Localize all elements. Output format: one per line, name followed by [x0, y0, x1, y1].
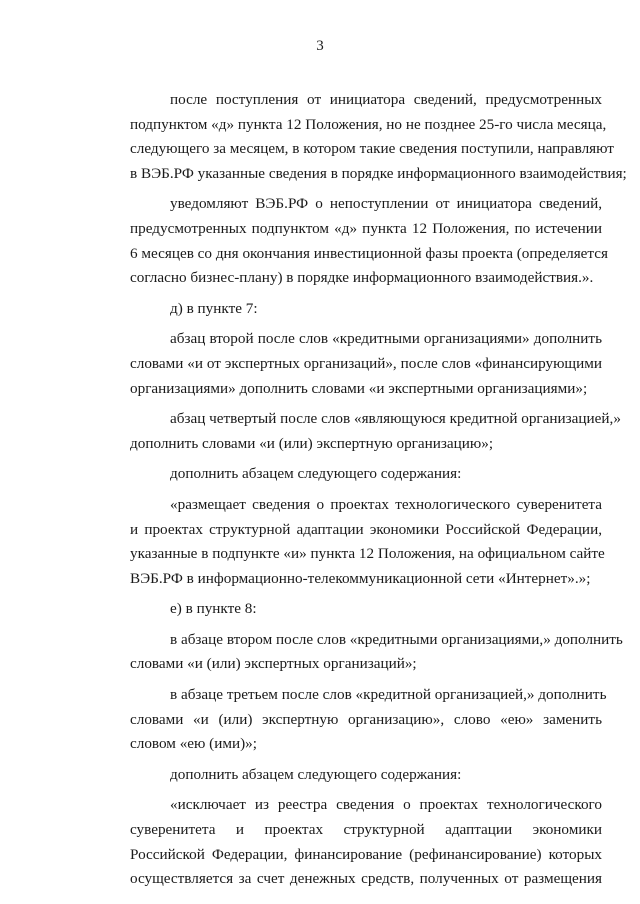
paragraph-p8 [90, 597, 602, 622]
text-line: в абзаце третьем после слов «кредитной организацией,» дополнить [170, 686, 607, 704]
text-line: 6 месяцев со дня окончания инвестиционной фазы проекта (определяется [130, 244, 608, 262]
text-line: организациями» дополнить словами «и экспертными организациями»; [130, 379, 588, 397]
paragraph-p7 [90, 493, 605, 591]
text-line: абзац второй после слов «кредитными организациями» дополнить [170, 330, 602, 348]
document-body [90, 88, 627, 892]
text-line: уведомляют ВЭБ.РФ о непоступлении от инициатора сведений, [170, 195, 602, 213]
text-line: в ВЭБ.РФ указанные сведения в порядке информационного взаимодействия; [130, 164, 627, 182]
text-line: «исключает из реестра сведения о проектах технологического [170, 796, 602, 814]
text-line: подпунктом «д» пункта 12 Положения, но не позднее 25-го числа месяца, [130, 115, 607, 133]
paragraph-p10 [90, 683, 607, 757]
text-line: дополнить абзацем следующего содержания: [170, 465, 462, 483]
text-line: осуществляется за счет денежных средств, полученных от размещения [130, 870, 602, 888]
paragraph-p9 [90, 628, 623, 677]
paragraph-p3 [90, 297, 602, 322]
paragraph-p1 [90, 88, 627, 186]
text-line: дополнить абзацем следующего содержания: [170, 765, 462, 783]
text-line: ВЭБ.РФ в информационно-телекоммуникационной сети «Интернет».»; [130, 569, 591, 587]
text-line: е) в пункте 8: [170, 600, 257, 618]
text-line: в абзаце втором после слов «кредитными организациями,» дополнить [170, 630, 623, 648]
paragraph-p12 [90, 793, 602, 891]
text-line: «размещает сведения о проектах технологического суверенитета [170, 495, 602, 513]
text-line: следующего за месяцем, в котором такие сведения поступили, направляют [130, 140, 614, 158]
text-line: д) в пункте 7: [170, 299, 258, 317]
paragraph-p2 [90, 192, 608, 290]
text-line: после поступления от инициатора сведений, предусмотренных [170, 91, 602, 108]
page-number: 3 [316, 38, 324, 54]
paragraph-p4 [90, 327, 602, 401]
text-line: и проектах структурной адаптации экономики Российской Федерации, [130, 520, 602, 538]
paragraph-p11 [90, 763, 602, 788]
text-line: Российской Федерации, финансирование (рефинансирование) которых [130, 845, 602, 863]
text-line: дополнить словами «и (или) экспертную организацию»; [130, 434, 494, 452]
text-line: словами «и (или) экспертных организаций»; [130, 655, 417, 673]
text-line: абзац четвертый после слов «являющуюся кредитной организацией,» [170, 410, 621, 428]
text-line: суверенитета и проектах структурной адаптации экономики [130, 821, 602, 839]
text-line: словом «ею (ими)»; [130, 735, 257, 753]
paragraph-p5 [90, 407, 621, 456]
text-line: указанные в подпункте «и» пункта 12 Положения, на официальном сайте [130, 545, 605, 563]
text-line: согласно бизнес-плану) в порядке информационного взаимодействия.». [130, 269, 594, 287]
text-line: словами «и от экспертных организаций», после слов «финансирующими [130, 354, 602, 372]
text-line: предусмотренных подпунктом «д» пункта 12 Положения, по истечении [130, 219, 602, 237]
text-line: словами «и (или) экспертную организацию», слово «ею» заменить [130, 710, 602, 728]
paragraph-p6 [90, 462, 602, 487]
